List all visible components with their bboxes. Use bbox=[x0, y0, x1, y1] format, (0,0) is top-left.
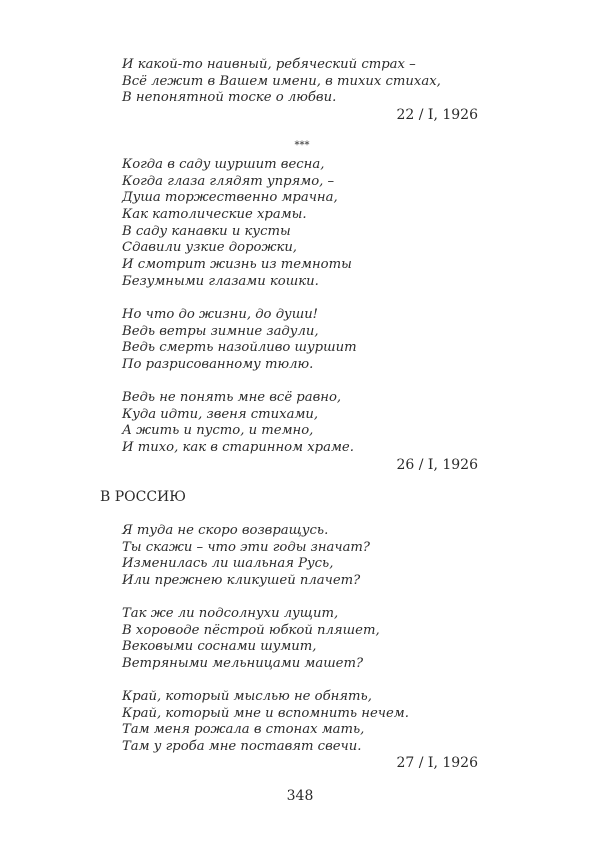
verse-line: Куда идти, звеня стихами, bbox=[122, 406, 319, 422]
verse-line: Ведь смерть назойливо шуршит bbox=[122, 340, 357, 356]
verse-line: Там меня рожала в стонах мать, bbox=[122, 722, 365, 738]
verse-line: В непонятной тоске о любви. bbox=[122, 90, 337, 106]
poem-date: 26 / I, 1926 bbox=[396, 457, 478, 473]
verse-line: Когда глаза глядят упрямо, – bbox=[122, 173, 335, 189]
verse-line: И какой-то наивный, ребяческий страх – bbox=[122, 57, 416, 72]
stanza bbox=[122, 606, 380, 673]
verse-line: Изменилась ли шальная Русь, bbox=[122, 556, 334, 572]
verse-line: Или прежнею кликушей плачет? bbox=[122, 573, 361, 589]
verse-line: Край, который мне и вспомнить нечем. bbox=[122, 705, 409, 721]
verse-line: Сдавили узкие дорожки, bbox=[122, 240, 297, 256]
verse-line: Там у гроба мне поставят свечи. bbox=[122, 739, 362, 755]
verse-line: Ветряными мельницами машет? bbox=[122, 656, 364, 672]
verse-line: И смотрит жизнь из темноты bbox=[122, 257, 352, 273]
verse-line: А жить и пусто, и темно, bbox=[122, 423, 314, 439]
verse-line: Как католические храмы. bbox=[122, 207, 307, 223]
poem-separator: *** bbox=[294, 140, 310, 151]
poem-date: 22 / I, 1926 bbox=[396, 107, 478, 123]
verse-line: Душа торжественно мрачна, bbox=[122, 190, 338, 206]
verse-line: Безумными глазами кошки. bbox=[122, 273, 319, 289]
page-number: 348 bbox=[286, 788, 314, 804]
verse-line: В хороводе пёстрой юбкой пляшет, bbox=[122, 622, 380, 638]
stanza bbox=[122, 307, 357, 374]
verse-line: Ты скажи – что эти годы значат? bbox=[122, 539, 371, 555]
verse-line: По разрисованному тюлю. bbox=[122, 357, 314, 373]
verse-line: В саду канавки и кусты bbox=[122, 223, 291, 239]
verse-line: Ведь не понять мне всё равно, bbox=[122, 390, 342, 405]
stanza bbox=[122, 157, 352, 291]
poem-date: 27 / I, 1926 bbox=[396, 755, 478, 771]
verse-line: И тихо, как в старинном храме. bbox=[122, 440, 354, 456]
verse-line: Так же ли подсолнухи лущит, bbox=[122, 606, 339, 621]
stanza bbox=[122, 689, 409, 756]
verse-line: Край, который мыслью не обнять, bbox=[122, 689, 372, 704]
verse-line: Всё лежит в Вашем имени, в тихих стихах, bbox=[122, 73, 441, 89]
stanza bbox=[122, 57, 441, 107]
verse-line: Я туда не скоро возвращусь. bbox=[122, 523, 329, 538]
verse-line: Когда в саду шуршит весна, bbox=[122, 157, 325, 172]
verse-line: Но что до жизни, до души! bbox=[122, 307, 318, 322]
stanza bbox=[122, 523, 370, 590]
verse-line: Вековыми соснами шумит, bbox=[122, 639, 317, 655]
verse-line: Ведь ветры зимние задули, bbox=[122, 323, 319, 339]
stanza bbox=[122, 390, 354, 457]
poem-title: В РОССИЮ bbox=[100, 489, 186, 505]
